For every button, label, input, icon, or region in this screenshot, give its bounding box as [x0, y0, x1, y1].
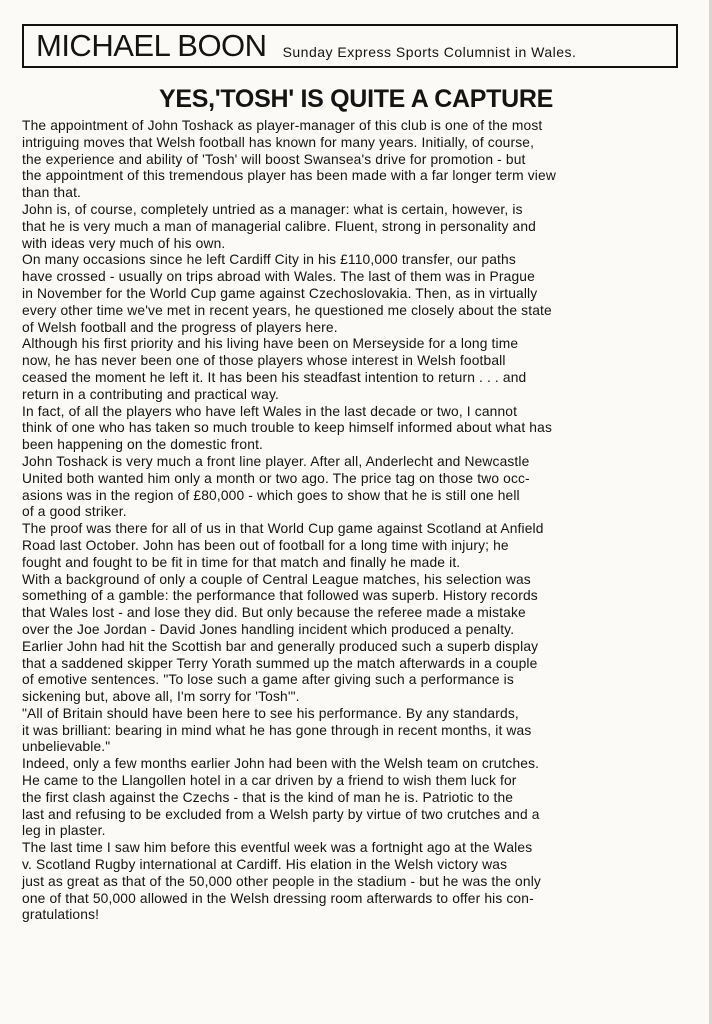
article-line: gratulations!: [22, 907, 100, 923]
article-line: Road last October. John has been out of football for a long time with injury; he: [22, 537, 509, 553]
article-line: In fact, of all the players who have left Wales in the last decade or two, I cannot: [22, 403, 518, 419]
article-line: over the Joe Jordan - David Jones handling incident which produced a penalty.: [22, 621, 515, 637]
article-line: think of one who has taken so much trouble to keep himself informed about what has: [22, 420, 552, 436]
article-line: of a good striker.: [22, 504, 127, 520]
article-line: United both wanted him only a month or two ago. The price tag on those two occ-: [22, 470, 530, 486]
article-line: than that.: [22, 185, 82, 201]
article-line: with ideas very much of his own.: [22, 235, 226, 251]
article-line: the experience and ability of 'Tosh' will boost Swansea's drive for promotion - but: [22, 151, 526, 167]
article-body: [22, 118, 690, 924]
article-line: in November for the World Cup game against Czechoslovakia. Then, as in virtually: [22, 285, 538, 301]
article-line: that a saddened skipper Terry Yorath summed up the match afterwards in a couple: [22, 655, 538, 671]
article-line: asions was in the region of £80,000 - which goes to show that he is still one hell: [22, 487, 520, 503]
article-line: The proof was there for all of us in that World Cup game against Scotland at Anfield: [22, 521, 544, 537]
article-line: something of a gamble: the performance that followed was superb. History records: [22, 588, 538, 604]
article-line: v. Scotland Rugby international at Cardiff. His elation in the Welsh victory was: [22, 857, 508, 873]
article-line: Although his first priority and his living have been on Merseyside for a long time: [22, 336, 519, 352]
article-line: last and refusing to be excluded from a Welsh party by virtue of two crutches and a: [22, 806, 540, 822]
article-line: one of that 50,000 allowed in the Welsh dressing room afterwards to offer his con-: [22, 890, 534, 906]
article-line: unbelievable.": [22, 739, 111, 755]
article-line: Indeed, only a few months earlier John had been with the Welsh team on crutches.: [22, 756, 540, 772]
article-line: The last time I saw him before this eventful week was a fortnight ago at the Wales: [22, 840, 533, 856]
article-line: have crossed - usually on trips abroad with Wales. The last of them was in Prague: [22, 269, 535, 285]
article-line: the appointment of this tremendous player has been made with a far longer term view: [22, 168, 556, 184]
article-line: it was brilliant: bearing in mind what he has gone through in recent months, it was: [22, 722, 532, 738]
article-line: of Welsh football and the progress of players here.: [22, 319, 338, 335]
article-line: John is, of course, completely untried as a manager: what is certain, however, is: [22, 201, 523, 217]
article-line: intriguing moves that Welsh football has known for many years. Initially, of course,: [22, 134, 535, 150]
article-line: been happening on the domestic front.: [22, 437, 264, 453]
article-line: that he is very much a man of managerial calibre. Fluent, strong in personality and: [22, 218, 536, 234]
article-line: John Toshack is very much a front line player. After all, Anderlecht and Newcastle: [22, 453, 530, 469]
article-line: With a background of only a couple of Central League matches, his selection was: [22, 571, 531, 587]
article-line: He came to the Llangollen hotel in a car driven by a friend to wish them luck for: [22, 773, 517, 789]
article-line: The appointment of John Toshack as player-manager of this club is one of the most: [22, 118, 543, 133]
article-line: return in a contributing and practical way.: [22, 386, 279, 402]
article-line: "All of Britain should have been here to see his performance. By any standards,: [22, 705, 519, 721]
article-line: On many occasions since he left Cardiff City in his £110,000 transfer, our paths: [22, 252, 516, 268]
author-name: MICHAEL BOON: [36, 28, 267, 63]
byline-box: [22, 24, 678, 68]
article-line: fought and fought to be fit in time for that match and finally he made it.: [22, 554, 461, 570]
article-line: ceased the moment he left it. It has been his steadfast intention to return . . . and: [22, 369, 527, 385]
article-line: the first clash against the Czechs - that is the kind of man he is. Patriotic to the: [22, 789, 514, 805]
author-role: Sunday Express Sports Columnist in Wales.: [282, 44, 577, 60]
article-headline: YES,'TOSH' IS QUITE A CAPTURE: [159, 85, 553, 113]
article-line: Earlier John had hit the Scottish bar and generally produced such a superb display: [22, 638, 539, 654]
article-line: just as great as that of the 50,000 other people in the stadium - but he was the only: [22, 873, 541, 889]
article-line: every other time we've met in recent years, he questioned me closely about the state: [22, 302, 552, 318]
article-line: that Wales lost - and lose they did. But only because the referee made a mistake: [22, 605, 526, 621]
article-line: leg in plaster.: [22, 823, 106, 839]
article-line: now, he has never been one of those players whose interest in Welsh football: [22, 353, 506, 369]
article-line: sickening but, above all, I'm sorry for 'Tosh'".: [22, 689, 300, 705]
article-line: of emotive sentences. "To lose such a game after giving such a performance is: [22, 672, 514, 688]
